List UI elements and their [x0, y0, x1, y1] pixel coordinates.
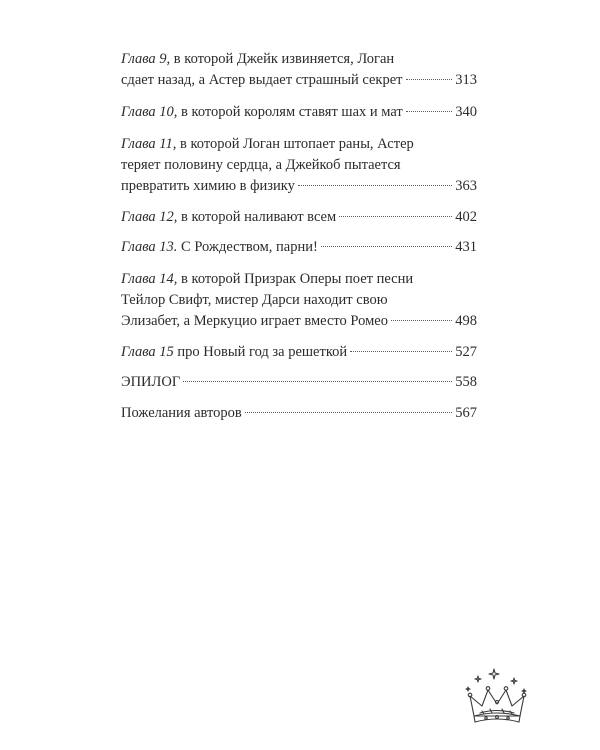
page-number: 558	[455, 374, 477, 390]
entry-title-line: С Рождеством, парни!	[181, 239, 318, 255]
entry-title-line: про Новый год за решеткой	[177, 344, 348, 360]
dot-leader	[298, 185, 452, 186]
toc-entry-chapter-10[interactable]	[121, 102, 477, 123]
page-number: 363	[455, 178, 477, 194]
entry-title-line: в которой наливают всем	[181, 209, 337, 225]
entry-title-line: превратить химию в физику	[121, 178, 295, 194]
chapter-label: Глава 13.	[121, 239, 178, 255]
entry-title-line: в которой Логан штопает раны, Астер	[179, 136, 414, 152]
toc-entry-chapter-11[interactable]	[121, 134, 477, 197]
chapter-label: Глава 15	[121, 344, 174, 360]
toc-entry-chapter-12[interactable]	[121, 207, 477, 228]
entry-title-line: Элизабет, а Меркуцио играет вместо Ромео	[121, 313, 388, 329]
page-number: 567	[455, 405, 477, 421]
chapter-label: Глава 14,	[121, 271, 178, 287]
entry-title-line: Пожелания авторов	[121, 405, 242, 421]
dot-leader	[339, 216, 452, 217]
entry-title-line: ЭПИЛОГ	[121, 374, 181, 390]
entry-title-line: сдает назад, а Астер выдает страшный секрет	[121, 72, 403, 88]
toc-entry-chapter-13[interactable]	[121, 237, 477, 258]
entry-title-line: в которой Джейк извиняется, Логан	[173, 51, 395, 67]
page-number: 431	[455, 239, 477, 255]
page-number: 313	[455, 72, 477, 88]
dot-leader	[321, 246, 452, 247]
dot-leader	[406, 111, 453, 112]
entry-title-line: теряет половину сердца, а Джейкоб пытается	[121, 157, 401, 173]
toc-entry-epilogue[interactable]	[121, 372, 477, 393]
toc-entry-authors-wishes[interactable]	[121, 403, 477, 424]
dot-leader	[245, 412, 452, 413]
chapter-label: Глава 12,	[121, 209, 178, 225]
chapter-label: Глава 11,	[121, 136, 177, 152]
chapter-label: Глава 10,	[121, 104, 178, 120]
toc-entry-chapter-9[interactable]	[121, 49, 477, 91]
dot-leader	[391, 320, 452, 321]
dot-leader	[406, 79, 453, 80]
entry-title-line: Тейлор Свифт, мистер Дарси находит свою	[121, 292, 388, 308]
page-number: 340	[455, 104, 477, 120]
page-number: 402	[455, 209, 477, 225]
entry-title-line: в которой королям ставят шах и мат	[181, 104, 403, 120]
entry-title-line: в которой Призрак Оперы поет песни	[181, 271, 414, 287]
toc-entry-chapter-15[interactable]	[121, 342, 477, 363]
page-number: 527	[455, 344, 477, 360]
chapter-label: Глава 9,	[121, 51, 171, 67]
dot-leader	[183, 381, 452, 382]
page-number: 498	[455, 313, 477, 329]
dot-leader	[350, 351, 452, 352]
crown-icon	[462, 666, 532, 732]
toc-entry-chapter-14[interactable]	[121, 269, 477, 332]
